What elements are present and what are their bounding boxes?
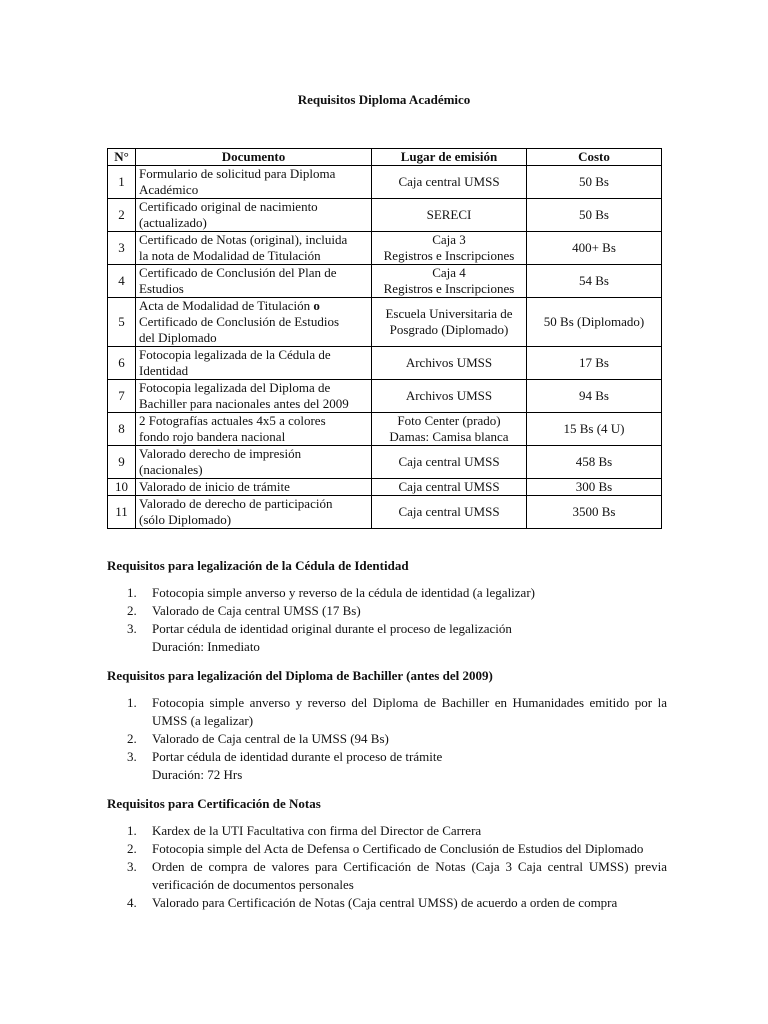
page-title: Requisitos Diploma Académico [297,92,471,107]
list-item [107,694,667,730]
document-text: Valorado de derecho de participación [139,496,333,511]
row-cost: 50 Bs [527,199,662,232]
row-place [372,298,527,347]
list-item [107,822,667,840]
row-cost: 458 Bs [527,446,662,479]
list-item-text: Valorado para Certificación de Notas (Caja central UMSS) de acuerdo a orden de compra [152,895,618,910]
document-text: Fotocopia legalizada del Diploma de [139,380,331,395]
place-text: Damas: Camisa blanca [389,429,509,444]
list-item [107,858,667,894]
row-place [372,446,527,479]
requirements-list [107,822,667,912]
header-cost: Costo [527,149,662,166]
document-text: Identidad [139,363,189,378]
row-cost: 54 Bs [527,265,662,298]
list-item-text: Portar cédula de identidad durante el proceso de trámite [152,749,443,764]
row-number: 11 [108,496,136,529]
row-place [372,479,527,496]
section-cedula [107,558,667,656]
list-item-text: Kardex de la UTI Facultativa con firma del Director de Carrera [152,823,482,838]
list-item-number: 1. [127,695,137,710]
row-place [372,265,527,298]
table-row [108,298,662,347]
row-document [136,232,372,265]
place-text: Caja central UMSS [398,479,500,494]
row-number: 3 [108,232,136,265]
document-text: del Diplomado [139,330,217,345]
place-text: Registros e Inscripciones [383,248,515,263]
row-place [372,199,527,232]
document-conjunction: o [313,298,320,313]
document-text: Valorado derecho de impresión [139,446,302,461]
list-item-number: 1. [127,585,137,600]
document-text: Certificado de Conclusión de Estudios [139,314,340,329]
duration-text: Duración: Inmediato [152,639,260,654]
section-notas [107,796,667,912]
document-text: (sólo Diplomado) [139,512,232,527]
row-number: 10 [108,479,136,496]
place-text: Caja central UMSS [398,174,500,189]
row-number: 4 [108,265,136,298]
row-cost: 15 Bs (4 U) [527,413,662,446]
list-item-number: 2. [127,841,137,856]
table-row [108,199,662,232]
table-row [108,496,662,529]
place-text: Archivos UMSS [405,388,493,403]
list-item-number: 3. [127,749,137,764]
row-place [372,413,527,446]
section-bachiller [107,668,667,784]
place-text: Archivos UMSS [405,355,493,370]
list-item-number: 1. [127,823,137,838]
list-item [107,894,667,912]
row-place [372,232,527,265]
row-document [136,413,372,446]
list-item [107,840,667,858]
list-item-number: 3. [127,859,137,874]
table-row [108,380,662,413]
row-document [136,347,372,380]
table-row [108,347,662,380]
header-place: Lugar de emisión [372,149,527,166]
section-heading: Requisitos para legalización del Diploma de Bachiller (antes del 2009) [107,668,493,683]
row-document [136,298,372,347]
row-cost: 50 Bs (Diplomado) [527,298,662,347]
row-number: 5 [108,298,136,347]
document-text: Fotocopia legalizada de la Cédula de [139,347,331,362]
row-cost: 17 Bs [527,347,662,380]
table-row [108,265,662,298]
list-item-text: Fotocopia simple anverso y reverso de la cédula de identidad (a legalizar) [152,585,535,600]
document-text: Académico [139,182,199,197]
list-item-number: 2. [127,603,137,618]
document-text: (nacionales) [139,462,203,477]
place-text: Caja 4 [432,265,466,280]
list-item-text: Valorado de Caja central de la UMSS (94 Bs) [152,731,389,746]
row-document [136,446,372,479]
row-number: 2 [108,199,136,232]
row-document [136,479,372,496]
list-item-text: Portar cédula de identidad original durante el proceso de legalización [152,621,512,636]
header-document: Documento [136,149,372,166]
row-document [136,496,372,529]
row-number: 6 [108,347,136,380]
place-text: SERECI [426,207,472,222]
list-item-text: Valorado de Caja central UMSS (17 Bs) [152,603,361,618]
table-row [108,446,662,479]
table-header-row [108,149,662,166]
row-number: 8 [108,413,136,446]
list-item-number: 3. [127,621,137,636]
document-text: Certificado de Conclusión del Plan de [139,265,337,280]
table-row [108,232,662,265]
list-item [107,584,667,602]
document-text: la nota de Modalidad de Titulación [139,248,321,263]
row-document [136,265,372,298]
row-number: 7 [108,380,136,413]
section-heading: Requisitos para Certificación de Notas [107,796,321,811]
row-cost: 50 Bs [527,166,662,199]
place-text: Posgrado (Diplomado) [389,322,509,337]
place-text: Escuela Universitaria de [385,306,513,321]
row-number: 1 [108,166,136,199]
list-item-number: 4. [127,895,137,910]
list-item [107,602,667,620]
table-row [108,479,662,496]
document-text: 2 Fotografías actuales 4x5 a colores [139,413,326,428]
document-text: Certificado de Notas (original), incluida [139,232,348,247]
place-text: Caja 3 [432,232,466,247]
document-text: Formulario de solicitud para Diploma [139,166,336,181]
document-text: Bachiller para nacionales antes del 2009 [139,396,349,411]
table-row [108,413,662,446]
duration-text: Duración: 72 Hrs [152,767,243,782]
row-place [372,380,527,413]
list-item-text: Fotocopia simple anverso y reverso del Diploma de Bachiller en Humanidades emitido por la UMSS (a legalizar) [152,695,667,728]
list-item [107,748,667,766]
row-document [136,166,372,199]
row-cost: 400+ Bs [527,232,662,265]
requirements-list [107,584,667,638]
requirements-list [107,694,667,766]
requirements-table [107,148,662,529]
row-place [372,347,527,380]
list-item [107,730,667,748]
document-text: Acta de Modalidad de Titulación [139,298,314,313]
list-item-text: Orden de compra de valores para Certificación de Notas (Caja 3 Caja central UMSS) previa verificación de documentos personales [152,859,667,892]
row-place [372,166,527,199]
place-text: Foto Center (prado) [397,413,501,428]
place-text: Registros e Inscripciones [383,281,515,296]
list-item [107,620,667,638]
document-text: (actualizado) [139,215,207,230]
document-text: Certificado original de nacimiento [139,199,318,214]
table-row [108,166,662,199]
row-cost: 3500 Bs [527,496,662,529]
row-place [372,496,527,529]
header-number: N° [108,149,136,166]
document-text: Valorado de inicio de trámite [139,479,290,494]
place-text: Caja central UMSS [398,454,500,469]
row-document [136,199,372,232]
document-text: Estudios [139,281,184,296]
row-number: 9 [108,446,136,479]
row-cost: 94 Bs [527,380,662,413]
section-heading: Requisitos para legalización de la Cédula de Identidad [107,558,409,573]
list-item-number: 2. [127,731,137,746]
document-text: fondo rojo bandera nacional [139,429,286,444]
row-cost: 300 Bs [527,479,662,496]
place-text: Caja central UMSS [398,504,500,519]
row-document [136,380,372,413]
list-item-text: Fotocopia simple del Acta de Defensa o Certificado de Conclusión de Estudios del Diplomado [152,841,644,856]
